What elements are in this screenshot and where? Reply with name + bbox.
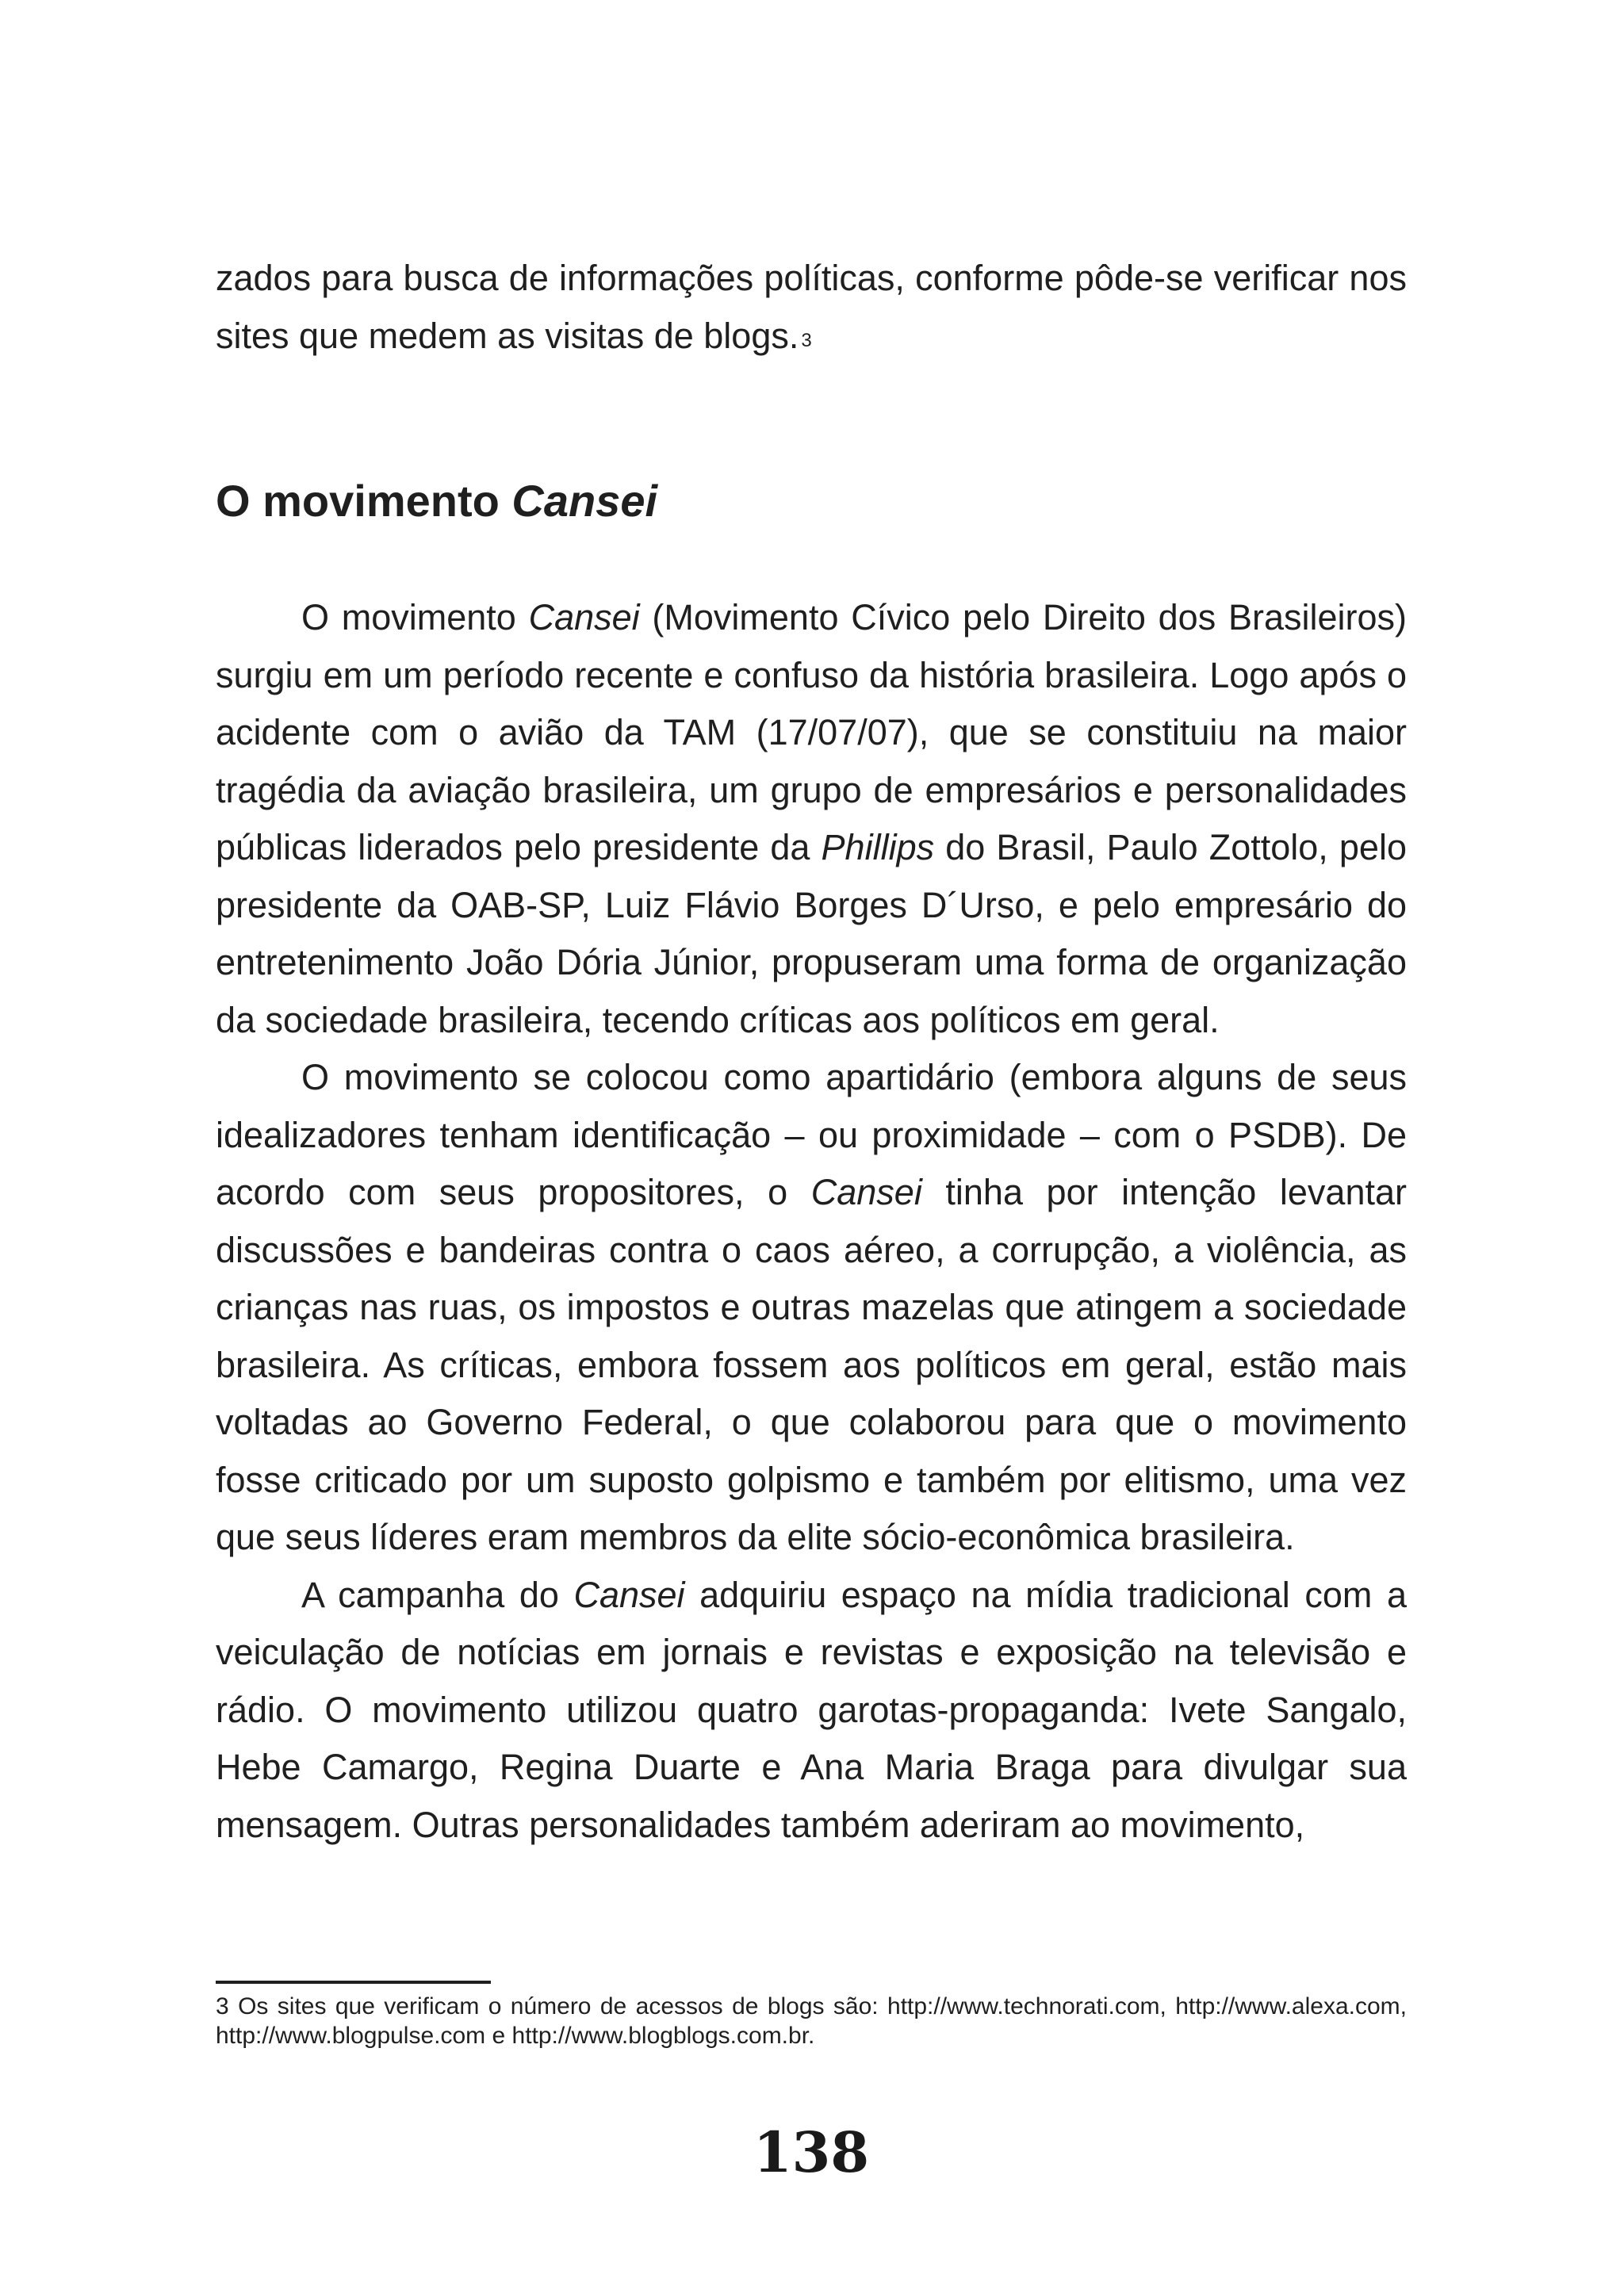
text-run: adquiriu espaço na mídia tradicional com a veiculação de notícias em jornais e revistas e exposição na televisão e rádio. O movimento utilizou quatro garotas-propaganda: Ivete Sangalo, Hebe Camargo, Regina Duarte e Ana Maria Braga para divulgar sua mensagem. Outras personalidades também aderiram ao movimento, <box>216 1574 1407 1845</box>
text-run: do Brasil, Paulo Zottolo, pelo presidente da OAB-SP, Luiz Flávio Borges D´Urso, e pelo empresário do entretenimento João Dória Júnior, propuseram uma forma de organização da sociedade brasileira, tecendo críticas aos políticos em geral. <box>216 827 1407 1040</box>
footnote <box>216 1992 1407 2050</box>
intro-paragraph <box>216 250 1407 365</box>
text-run: tinha por intenção levantar discussões e bandeiras contra o caos aéreo, a corrupção, a violência, as crianças nas ruas, os impostos e outras mazelas que atingem a sociedade brasileira. As críticas, embora fossem aos políticos em geral, estão mais voltadas ao Governo Federal, o que colaborou para que o movimento fosse criticado por um suposto golpismo e também por elitismo, uma vez que seus líderes eram membros da elite sócio-econômica brasileira. <box>216 1172 1407 1557</box>
section-heading-italic: Cansei <box>511 476 658 526</box>
text-run: A campanha do <box>301 1574 574 1615</box>
page-number: 138 <box>753 2119 870 2185</box>
text-run: O movimento <box>301 597 529 637</box>
footnote-divider <box>216 1981 491 1984</box>
body-paragraph-3 <box>216 1567 1407 1855</box>
italic-term: Cansei <box>810 1172 922 1212</box>
italic-term: Cansei <box>573 1574 685 1615</box>
footnote-text: 3 Os sites que verificam o número de acessos de blogs são: http://www.technorati.com, http://www.alexa.com, http://www.blogpulse.com e http://www.blogblogs.com.br. <box>216 1993 1407 2049</box>
text-run: O movimento se colocou como apartidário (embora alguns de seus idealizadores tenham identificação – ou proximidade – com o PSDB). De acordo com seus propositores, o <box>216 1057 1407 1212</box>
section-heading <box>216 473 657 530</box>
section-body <box>216 589 1407 1854</box>
footnote-reference: 3 <box>801 329 812 351</box>
italic-term: Cansei <box>528 597 640 637</box>
section-heading-text: O movimento <box>216 476 512 526</box>
text-run: (Movimento Cívico pelo Direito dos Brasileiros) surgiu em um período recente e confuso da história brasileira. Logo após o acidente com o avião da TAM (17/07/07), que se constituiu na maior tragédia da aviação brasileira, um grupo de empresários e personalidades públicas liderados pelo presidente da <box>216 597 1407 867</box>
intro-text: zados para busca de informações políticas, conforme pôde-se verificar nos sites que medem as visitas de blogs. <box>216 258 1407 356</box>
body-paragraph-1 <box>216 589 1407 1049</box>
italic-term: Phillips <box>821 827 935 867</box>
body-paragraph-2 <box>216 1049 1407 1567</box>
book-page <box>216 0 1407 2274</box>
